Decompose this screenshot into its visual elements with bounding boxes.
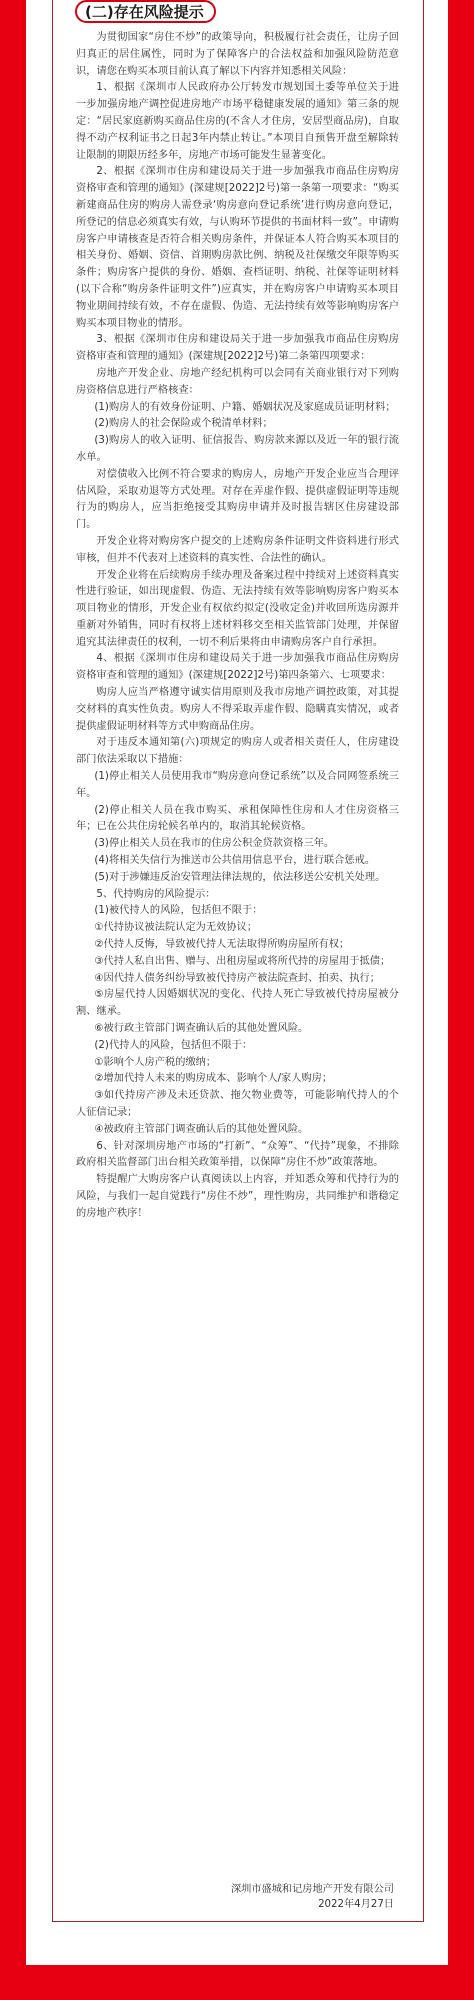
risk-notice-body <box>76 30 399 1223</box>
clause-5-sub-1-item-2: ②代持人反悔，导致被代持人无法取得所购房屋所有权； <box>94 939 350 951</box>
clause-3-body: 房地产开发企业、房地产经纪机构可以会同有关商业银行对下列购房资格信息进行严格核查： <box>76 367 399 396</box>
issue-date: 2022年4月27日 <box>318 1899 394 1910</box>
clause-4-measures: 对于违反本通知第(六)项规定的购房人或者相关责任人，住房建设部门依法采取以下措施： <box>76 737 399 766</box>
clause-3-item-1: (1)购房人的有效身份证明、户籍、婚姻状况及家庭成员证明材料； <box>94 401 396 413</box>
clause-4-item-1: (1)停止相关人员使用我市“购房意向登记系统”以及合同网签系统三年。 <box>76 771 399 799</box>
clause-3-item-2: (2)购房人的社会保险或个税清单材料； <box>94 418 273 430</box>
closing-reminder: 特提醒广大购房客户认真阅读以上内容，并知悉众筹和代持行为的风险，与我们一起自觉践行“房住不炒”，理性购房，共同维护和谐稳定的房地产秩序！ <box>76 1174 399 1219</box>
clause-5-sub-1-item-3: ③代持人私自出售、赠与、出租房屋或将所代持的房屋用于抵债； <box>94 955 391 967</box>
clause-6: 6、针对深圳房地产市场的“打新”、“众筹”、“代持”现象，不排除政府相关监督部门出台相关政策举措，以保障“房住不炒”政策落地。 <box>76 1140 399 1169</box>
clause-5-sub-1-item-5: ⑤房屋代持人因婚姻状况的变化、代持人死亡导致被代持房屋被分割、继承。 <box>76 989 399 1018</box>
clause-3-verification: 开发企业将在后续购房手续办理及备案过程中持续对上述资料真实性进行验证，如出现虚假、伪造、无法持续有效等影响购房客户购买本项目物业的情形，开发企业有权依约拟定(没收定金)并收回所选房源并重新对外销售，同时有权将上述材料移交至相关监管部门处理，并保留追究其法律责任的权利，一切不利后果将由申请购房客户自行承担。 <box>76 569 399 648</box>
clause-5-sub-1-item-4: ④因代持人债务纠纷导致被代持房产被法院查封、拍卖、执行； <box>94 972 380 984</box>
clause-5-sub-2-item-4: ④被政府主管部门调查确认后的其他处置风险。 <box>94 1123 309 1135</box>
clause-4-item-2: (2)停止相关人员在我市购买、承租保障性住房和人才住房资格三年；已在公共住房轮候名单内的，取消其轮候资格。 <box>76 804 399 833</box>
clause-4-body: 购房人应当严格遵守诚实信用原则及我市房地产调控政策，对其提交材料的真实性负责。购房人不得采取弄虚作假、隐瞒真实情况，或者提供虚假证明材料等方式申购商品住房。 <box>76 687 399 732</box>
clause-5-sub-2: (2)代持人的风险，包括但不限于： <box>94 1039 253 1051</box>
clause-5-sub-1-item-1: ①代持协议被法院认定为无效协议； <box>94 922 258 934</box>
clause-5-sub-2-item-2: ②增加代持人未来的购房成本、影响个人/家人购房； <box>94 1073 333 1085</box>
clause-5-sub-1-item-6: ⑥被行政主管部门调查确认后的其他处置风险。 <box>94 1023 309 1035</box>
clause-3-item-3: (3)购房人的收入证明、征信报告、购房款来源以及近一年的银行流水单。 <box>76 435 399 463</box>
clause-3-debt-ratio: 对偿债收入比例不符合要求的购房人，房地产开发企业应当合理评估风险，采取劝退等方式处理。对存在弄虚作假、提供虚假证明等违规行为的购房人，应当拒绝接受其购房申请并及时报告辖区住房建设部门。 <box>76 468 399 531</box>
section-title: (二)存在风险提示 <box>75 0 216 23</box>
clause-4-item-3: (3)停止相关人员在我市的住房公积金贷款资格三年。 <box>94 838 335 850</box>
clause-5-sub-2-item-3: ③如代持房产涉及未还贷款、拖欠物业费等，可能影响代持人的个人征信记录； <box>76 1090 399 1118</box>
clause-4-item-5: (5)对于涉嫌违反治安管理法律法规的，依法移送公安机关处理。 <box>94 871 386 883</box>
company-name: 深圳市盛城和记房地产开发有限公司 <box>231 1884 394 1895</box>
intro-paragraph: 为贯彻国家“房住不炒”的政策导向，积极履行社会责任，让房子回归真正的居住属性，同时为了保障客户的合法权益和加强风险防范意识，请您在购买本项目前认真了解以下内容并知悉相关风险： <box>76 32 399 77</box>
clause-4-item-4: (4)将相关失信行为推送市公共信用信息平台，进行联合惩戒。 <box>94 855 376 867</box>
clause-2: 2、根据《深圳市住房和建设局关于进一步加强我市商品住房购房资格审查和管理的通知》(深建规[2022]2号)第一条第一项要求：“购买新建商品住房的购房人需登录‘购房意向登记系统’进行购房意向登记，所登记的信息必须真实有效，与认购环节提供的书面材料一致”。申请购房客户申请核查是否符合相关购房条件，并保证本人符合购买本项目的相关身份、婚姻、资信、首期购房款比例、纳税及社保缴交年限等购买条件；购房客户提供的身份、婚姻、查档证明、纳税、社保等证明材料(以下合称“购房条件证明文件”)应真实，并在购房客户申请购买本项目物业期间持续有效，不存在虚假、伪造、无法持续有效等影响购房客户购买本项目物业的情形。 <box>76 166 399 329</box>
clause-1: 1、根据《深圳市人民政府办公厅转发市规划国土委等单位关于进一步加强房地产调控促进房地产市场平稳健康发展的通知》第三条的规定：“居民家庭新购买商品住房的(不含人才住房，安居型商品房)，自取得不动产权利证书之日起3年内禁止转让。”本项目自预售开盘至解除转让限制的期限历经多年，房地产市场可能发生显著变化。 <box>76 82 399 161</box>
clause-3: 3、根据《深圳市住房和建设局关于进一步加强我市商品住房购房资格审查和管理的通知》(深建规[2022]2号)第二条第四项要求： <box>76 334 399 363</box>
clause-5: 5、代持购房的风险提示： <box>96 888 216 900</box>
clause-4: 4、根据《深圳市住房和建设局关于进一步加强我市商品住房购房资格审查和管理的通知》(深建规[2022]2号)第四条第六、七项要求： <box>76 653 399 682</box>
clause-5-sub-2-item-1: ①影响个人房产税的缴纳； <box>94 1056 217 1068</box>
clause-3-form-review: 开发企业将对购房客户提交的上述购房条件证明文件资料进行形式审核，但并不代表对上述资料的真实性、合法性的确认。 <box>76 535 399 564</box>
clause-5-sub-1: (1)被代持人的风险，包括但不限于： <box>94 905 263 917</box>
signature-block <box>231 1882 394 1912</box>
